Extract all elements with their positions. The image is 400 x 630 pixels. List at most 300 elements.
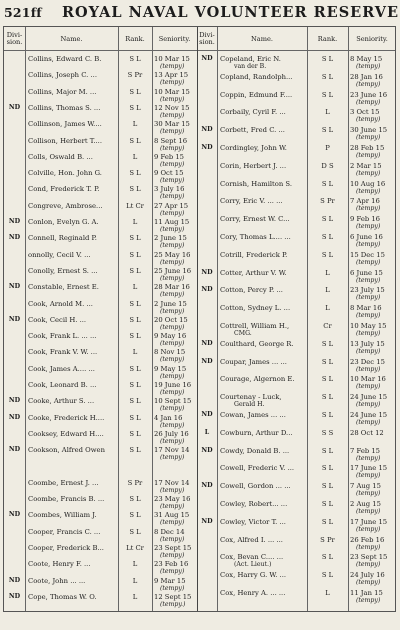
name-cell bbox=[220, 304, 306, 312]
name-cell bbox=[220, 233, 306, 241]
seniority-note: (tempy) bbox=[160, 177, 185, 185]
seniority-note: (tempy) bbox=[356, 134, 381, 142]
seniority-date: 23 Sept 15 bbox=[154, 544, 192, 552]
seniority-note: (tempy) bbox=[356, 294, 381, 302]
rank-cell: L bbox=[132, 592, 138, 601]
seniority-note: (tempy) bbox=[356, 490, 381, 498]
seniority-note: (tempy) bbox=[356, 169, 381, 177]
seniority-date: 9 May 15 bbox=[154, 364, 187, 373]
seniority-date: 7 Apr 16 bbox=[350, 197, 380, 206]
division-cell: ND bbox=[201, 268, 213, 276]
seniority-note: (tempy) bbox=[356, 312, 381, 320]
seniority-note: (tempy) bbox=[356, 401, 381, 409]
name-text: Copeland, Eric N. bbox=[220, 55, 281, 63]
seniority-date: 17 Nov 14 bbox=[154, 446, 190, 455]
column-header-seniority: Seniority. bbox=[356, 34, 388, 43]
rank-cell: L bbox=[132, 218, 138, 226]
seniority-cell bbox=[350, 162, 396, 177]
seniority-date: 3 July 16 bbox=[154, 185, 185, 194]
name-text: Collinson, James W.... bbox=[28, 120, 102, 129]
seniority-date: 12 Sept 15 bbox=[154, 592, 192, 601]
seniority-date: 3 Oct 15 bbox=[350, 108, 380, 117]
seniority-note: (tempy) bbox=[160, 372, 185, 380]
rank-cell: L bbox=[132, 120, 138, 129]
name-text: Cotton, Sydney L. ... bbox=[220, 304, 291, 313]
seniority-cell bbox=[350, 482, 396, 497]
name-cell bbox=[220, 286, 306, 294]
seniority-note: (tempy) bbox=[356, 597, 381, 604]
page-header bbox=[0, 0, 400, 26]
division-cell: ND bbox=[8, 283, 21, 291]
seniority-date: 26 July 16 bbox=[154, 429, 189, 438]
seniority-date: 17 June 15 bbox=[350, 517, 388, 526]
rank-cell: S L bbox=[321, 553, 334, 562]
name-cell bbox=[220, 411, 306, 419]
seniority-date: 7 Feb 15 bbox=[350, 446, 381, 455]
page-title: ROYAL NAVAL VOLUNTEER RESERVE bbox=[62, 4, 400, 21]
rank-cell: S L bbox=[321, 393, 334, 402]
seniority-cell bbox=[350, 536, 396, 551]
rank-cell: S Pr bbox=[127, 478, 143, 487]
name-text: Cooper, Francis C. ... bbox=[28, 527, 101, 536]
name-text: Conolly, Ernest S. ... bbox=[28, 266, 98, 275]
rank-cell: S L bbox=[129, 332, 141, 341]
seniority-cell bbox=[350, 340, 396, 355]
name-text: Cowburn, Arthur D... bbox=[220, 428, 293, 437]
seniority-date: 8 May 15 bbox=[350, 55, 383, 63]
rank-cell: S L bbox=[321, 500, 334, 508]
seniority-date: 10 Mar 15 bbox=[154, 87, 190, 96]
name-cell bbox=[220, 589, 306, 597]
name-cell bbox=[220, 144, 306, 152]
division-cell: ND bbox=[201, 126, 213, 134]
name-text: Cowell, Gordon ... ... bbox=[220, 482, 291, 491]
seniority-note: (tempy) bbox=[356, 98, 381, 106]
name-text: Coombes, William J. bbox=[28, 511, 97, 520]
seniority-note: (tempy) bbox=[356, 525, 381, 533]
rank-cell: L bbox=[325, 304, 330, 313]
seniority-note: (tempy) bbox=[160, 519, 185, 527]
name-text: Coote, Henry F. ... bbox=[28, 560, 91, 569]
name-continuation: (Act. Lieut.) bbox=[234, 561, 272, 569]
rank-cell: S L bbox=[129, 266, 141, 275]
name-text: Cowdy, Donald B. ... bbox=[220, 446, 290, 455]
seniority-cell bbox=[350, 180, 396, 195]
seniority-date: 6 June 16 bbox=[350, 233, 383, 241]
seniority-date: 28 Oct 12 bbox=[350, 428, 384, 437]
seniority-date: 9 Oct 15 bbox=[154, 169, 184, 178]
seniority-note: (tempy) bbox=[160, 274, 185, 282]
seniority-date: 10 Mar 16 bbox=[350, 375, 386, 384]
rank-cell: L bbox=[132, 576, 138, 585]
division-cell: ND bbox=[201, 517, 213, 525]
division-cell: ND bbox=[8, 397, 21, 405]
name-cell bbox=[220, 251, 306, 259]
rank-cell: S L bbox=[321, 375, 334, 384]
column-header-division bbox=[197, 28, 217, 50]
seniority-note: (tempy) bbox=[356, 347, 381, 355]
rank-cell: L bbox=[325, 286, 330, 295]
seniority-note: (tempy) bbox=[356, 152, 381, 159]
seniority-date: 11 Jan 15 bbox=[350, 589, 383, 597]
seniority-note: (tempy) bbox=[160, 437, 185, 445]
rank-cell: S L bbox=[321, 482, 334, 491]
name-continuation: Gerald H. bbox=[234, 401, 265, 409]
seniority-date: 2 Aug 15 bbox=[350, 500, 381, 508]
division-cell: ND bbox=[8, 446, 21, 454]
seniority-note: (tempy) bbox=[160, 95, 185, 103]
name-text: Cook, Arnold M. ... bbox=[28, 299, 93, 308]
rank-cell: S Pr bbox=[320, 535, 335, 544]
seniority-date: 24 July 16 bbox=[350, 571, 385, 580]
division-cell: ND bbox=[8, 234, 21, 242]
seniority-note: (tempy.) bbox=[160, 600, 186, 608]
seniority-note: (tempy) bbox=[356, 543, 381, 551]
rank-cell: S L bbox=[129, 234, 141, 243]
name-text: Coote, John ... ... bbox=[28, 576, 86, 585]
name-text: Cowan, James ... ... bbox=[220, 411, 286, 419]
header-rule bbox=[4, 50, 395, 51]
seniority-note: (tempy) bbox=[356, 187, 381, 195]
seniority-note: (tempy) bbox=[160, 209, 185, 217]
name-cell bbox=[220, 447, 306, 455]
rank-cell: S L bbox=[129, 527, 141, 536]
officer-list-table bbox=[3, 26, 396, 612]
seniority-cell bbox=[350, 73, 396, 88]
name-text: Cooke, Frederick H.... bbox=[28, 413, 105, 422]
rank-cell: S L bbox=[129, 381, 141, 389]
name-cell bbox=[220, 340, 306, 348]
name-text: Conlon, Evelyn G. A. bbox=[28, 218, 99, 226]
rank-cell: L bbox=[325, 268, 330, 277]
division-cell: ND bbox=[201, 446, 213, 454]
seniority-date: 10 May 15 bbox=[350, 322, 387, 330]
name-text: Coppin, Edmund F.... bbox=[220, 90, 293, 99]
division-cell: ND bbox=[8, 592, 21, 600]
seniority-cell bbox=[350, 375, 396, 390]
seniority-date: 24 June 15 bbox=[350, 393, 388, 402]
division-cell: ND bbox=[201, 144, 213, 151]
seniority-date: 23 June 16 bbox=[350, 90, 388, 99]
name-text: Corbaily, Cyril F. ... bbox=[220, 108, 286, 117]
division-cell: ND bbox=[8, 103, 21, 111]
seniority-date: 11 Aug 15 bbox=[154, 218, 190, 226]
seniority-cell bbox=[350, 464, 396, 479]
name-text: Cotrill, Frederick P. bbox=[220, 250, 288, 259]
name-cell bbox=[220, 55, 306, 70]
rank-cell: S L bbox=[129, 364, 141, 373]
name-text: Corry, Eric V. ... ... bbox=[220, 197, 283, 206]
seniority-date: 23 Dec 15 bbox=[350, 357, 385, 366]
rank-cell: S L bbox=[321, 339, 334, 348]
rank-cell: Lt Cr bbox=[126, 201, 144, 210]
seniority-date: 8 Sept 16 bbox=[154, 136, 188, 145]
seniority-cell bbox=[350, 144, 396, 159]
name-text: Connell, Reginald P. bbox=[28, 234, 97, 243]
name-cell bbox=[220, 73, 306, 81]
seniority-cell bbox=[350, 251, 396, 266]
rank-cell: L bbox=[325, 589, 330, 597]
name-continuation: CMG. bbox=[234, 330, 252, 337]
seniority-date: 17 Nov 14 bbox=[154, 478, 190, 487]
seniority-date: 23 May 16 bbox=[154, 495, 191, 504]
seniority-note: (tempy) bbox=[160, 323, 185, 331]
name-text: onnolly, Cecil V. ... bbox=[28, 250, 91, 259]
rank-cell: S L bbox=[321, 464, 334, 473]
rank-cell: S L bbox=[129, 397, 141, 406]
seniority-cell bbox=[350, 55, 396, 70]
seniority-note: (tempy) bbox=[160, 356, 185, 364]
name-cell bbox=[220, 536, 306, 544]
seniority-note: (tempy) bbox=[160, 584, 185, 592]
seniority-date: 30 Mar 15 bbox=[154, 120, 190, 129]
division-cell: ND bbox=[8, 576, 21, 584]
name-text: Cowley, Robert... ... bbox=[220, 500, 288, 508]
column-header-name: Name. bbox=[251, 34, 273, 43]
seniority-note: (tempy) bbox=[160, 503, 185, 511]
seniority-note: (tempy) bbox=[160, 421, 185, 429]
seniority-date: 23 July 15 bbox=[350, 286, 385, 295]
seniority-date: 10 Sept 15 bbox=[154, 397, 192, 406]
rank-cell: S L bbox=[129, 511, 141, 520]
seniority-note: (tempy) bbox=[356, 365, 381, 373]
name-continuation: van der B. bbox=[234, 63, 267, 70]
name-text: Cook, Cecil H. ... bbox=[28, 315, 87, 324]
seniority-cell bbox=[350, 286, 396, 301]
division-cell: L bbox=[204, 428, 210, 436]
rank-cell: S L bbox=[129, 250, 141, 259]
name-text: Colls, Oswald B. ... bbox=[28, 152, 93, 161]
seniority-cell bbox=[350, 447, 396, 462]
rank-cell: S L bbox=[321, 215, 334, 224]
name-text: Collins, Major M. ... bbox=[28, 87, 97, 96]
name-text: Cook, Frank L. ... ... bbox=[28, 332, 97, 341]
seniority-note: (tempy) bbox=[160, 340, 185, 348]
name-cell bbox=[220, 571, 306, 579]
seniority-note: (tempy) bbox=[356, 80, 381, 88]
division-cell: ND bbox=[8, 218, 21, 225]
column-header-division bbox=[4, 28, 25, 50]
rank-cell: S L bbox=[129, 429, 141, 438]
name-text: Cottrell, William H., bbox=[220, 322, 290, 330]
seniority-note: (tempy) bbox=[356, 561, 381, 569]
division-cell: ND bbox=[201, 55, 213, 62]
seniority-note: (tempy) bbox=[160, 242, 185, 250]
seniority-date: 10 Aug 16 bbox=[350, 179, 386, 188]
table-row bbox=[4, 589, 395, 613]
seniority-cell bbox=[350, 589, 396, 604]
name-cell bbox=[220, 358, 306, 366]
column-header-rank: Rank. bbox=[317, 34, 338, 43]
seniority-date: 10 Mar 15 bbox=[154, 55, 190, 63]
seniority-date: 20 Oct 15 bbox=[154, 315, 188, 324]
seniority-note: (tempy) bbox=[160, 193, 185, 201]
name-cell bbox=[220, 215, 306, 223]
name-text: Cooksey, Edward H.... bbox=[28, 429, 104, 438]
name-text: Cordingley, John W. bbox=[220, 144, 287, 152]
seniority-date: 26 Feb 16 bbox=[350, 535, 385, 544]
division-cell: ND bbox=[201, 357, 213, 365]
seniority-note: (tempy) bbox=[356, 472, 381, 480]
rank-cell: S L bbox=[321, 72, 334, 81]
name-text: Cook, Leonard B. ... bbox=[28, 381, 97, 389]
seniority-note: (tempy) bbox=[356, 579, 381, 587]
seniority-note: (tempy) bbox=[160, 111, 185, 119]
name-text: Corry, Ernest W. C... bbox=[220, 215, 290, 224]
rank-cell: S L bbox=[321, 55, 334, 63]
seniority-note: (tempy) bbox=[160, 568, 185, 576]
name-text: Coupar, James ... ... bbox=[220, 357, 287, 366]
name-cell bbox=[220, 464, 306, 472]
seniority-note: (tempy) bbox=[356, 276, 381, 284]
page-number: 521ff bbox=[4, 5, 42, 20]
name-text: Corbett, Fred C. ... bbox=[220, 126, 285, 135]
seniority-date: 2 June 15 bbox=[154, 299, 187, 308]
seniority-note: (tempy) bbox=[160, 535, 185, 543]
seniority-date: 13 July 15 bbox=[350, 339, 385, 348]
rank-cell: S L bbox=[321, 571, 334, 580]
name-cell bbox=[220, 553, 306, 568]
rank-cell: S L bbox=[129, 495, 141, 504]
rank-cell: S L bbox=[321, 90, 334, 99]
name-cell bbox=[220, 429, 306, 437]
seniority-note: (tempy) bbox=[356, 205, 381, 213]
seniority-date: 12 Nov 15 bbox=[154, 103, 190, 112]
seniority-date: 8 Mar 16 bbox=[350, 304, 382, 313]
seniority-cell bbox=[350, 553, 396, 568]
column-header-seniority: Seniority. bbox=[158, 34, 191, 43]
name-text: Coombe, Ernest J. ... bbox=[28, 478, 99, 487]
seniority-note: (tempy) bbox=[356, 330, 381, 337]
name-text: Cornish, Hamilton S. bbox=[220, 179, 292, 188]
seniority-date: 9 Feb 16 bbox=[350, 215, 381, 224]
seniority-note: (tempy) bbox=[356, 258, 381, 266]
name-cell bbox=[220, 162, 306, 170]
rank-cell: S L bbox=[321, 179, 334, 188]
name-cell bbox=[220, 180, 306, 188]
seniority-cell bbox=[350, 393, 396, 408]
seniority-cell bbox=[350, 571, 396, 586]
name-text: Cox, Harry G. W. ... bbox=[220, 571, 287, 580]
name-text: Congreve, Ambrose... bbox=[28, 201, 103, 210]
name-text: Cory, Thomas L.... ... bbox=[220, 233, 291, 241]
seniority-note: (tempy) bbox=[160, 291, 185, 299]
name-text: Collins, Joseph C. ... bbox=[28, 71, 97, 80]
seniority-date: 6 June 15 bbox=[350, 268, 383, 277]
seniority-note: (tempy) bbox=[160, 63, 185, 70]
rank-cell: L bbox=[132, 152, 138, 161]
seniority-date: 9 Mar 15 bbox=[154, 576, 186, 585]
seniority-date: 7 Aug 15 bbox=[350, 482, 381, 491]
name-text: Courtenay - Luck, bbox=[220, 393, 282, 402]
division-cell: ND bbox=[8, 413, 21, 421]
division-cell: ND bbox=[8, 315, 21, 323]
column-header-text: Divi- sion. bbox=[6, 31, 23, 46]
seniority-date: 9 Feb 15 bbox=[154, 152, 185, 161]
seniority-date: 15 Dec 15 bbox=[350, 250, 385, 259]
seniority-note: (tempy) bbox=[356, 241, 381, 248]
name-text: Cowell, Frederic V. ... bbox=[220, 464, 295, 473]
name-cell bbox=[220, 126, 306, 134]
rank-cell: S Pr bbox=[320, 197, 335, 206]
seniority-cell bbox=[350, 518, 396, 533]
seniority-date: 25 June 16 bbox=[154, 266, 192, 275]
name-cell bbox=[220, 91, 306, 99]
seniority-date: 27 Apr 15 bbox=[154, 201, 189, 210]
seniority-cell bbox=[350, 215, 396, 230]
rank-cell: D S bbox=[321, 161, 334, 170]
seniority-date: 23 Feb 16 bbox=[154, 560, 189, 569]
seniority-cell bbox=[350, 108, 396, 123]
seniority-note: (tempy) bbox=[160, 389, 185, 396]
seniority-cell bbox=[350, 411, 396, 426]
name-text: Cooper, Frederick B... bbox=[28, 544, 104, 552]
name-cell bbox=[220, 482, 306, 490]
seniority-cell bbox=[350, 358, 396, 373]
name-text: Coulthard, George R. bbox=[220, 339, 294, 348]
rank-cell: S S bbox=[321, 428, 334, 437]
seniority-note: (tempy) bbox=[356, 454, 381, 462]
name-text: Cotton, Percy P. ... bbox=[220, 286, 283, 295]
name-text: Cooke, Arthur S. ... bbox=[28, 397, 95, 406]
rank-cell: Cr bbox=[323, 322, 332, 330]
division-cell: ND bbox=[201, 482, 213, 490]
name-text: Collins, Edward C. B. bbox=[28, 55, 102, 63]
seniority-date: 8 Dec 14 bbox=[154, 527, 185, 536]
seniority-date: 19 June 16 bbox=[154, 381, 192, 389]
division-cell: ND bbox=[201, 339, 213, 347]
column-header-text: Divi- sion. bbox=[199, 31, 215, 46]
rank-cell: S L bbox=[321, 517, 334, 526]
seniority-note: (tempy) bbox=[160, 128, 185, 136]
seniority-cell bbox=[350, 126, 396, 141]
seniority-cell bbox=[350, 304, 396, 319]
seniority-note: (tempy) bbox=[356, 63, 381, 70]
name-text: Cotter, Arthur V. W. bbox=[220, 268, 287, 277]
rank-cell: S L bbox=[129, 136, 141, 145]
name-text: Collins, Thomas S. ... bbox=[28, 103, 101, 112]
seniority-cell bbox=[350, 269, 396, 284]
rank-cell: S L bbox=[129, 299, 141, 308]
name-cell bbox=[220, 197, 306, 205]
name-cell bbox=[220, 322, 306, 337]
division-cell: ND bbox=[201, 411, 213, 418]
column-header-name: Name. bbox=[60, 34, 83, 43]
name-cell bbox=[220, 108, 306, 116]
seniority-note: (tempy) bbox=[160, 79, 185, 87]
name-text: Constable, Ernest E. bbox=[28, 283, 99, 292]
seniority-note: (tempy) bbox=[356, 508, 381, 515]
rank-cell: S L bbox=[321, 250, 334, 259]
seniority-note: (tempy) bbox=[160, 160, 185, 168]
rank-cell: L bbox=[132, 348, 138, 357]
seniority-date: 28 Feb 15 bbox=[350, 144, 385, 152]
seniority-date: 2 June 15 bbox=[154, 234, 187, 243]
name-cell bbox=[220, 269, 306, 277]
seniority-cell bbox=[350, 233, 396, 248]
seniority-date: 31 Aug 15 bbox=[154, 511, 190, 520]
seniority-cell bbox=[350, 500, 396, 515]
seniority-note: (tempy) bbox=[160, 486, 185, 494]
seniority-date: 25 May 16 bbox=[154, 250, 191, 259]
rank-cell: S L bbox=[129, 103, 141, 112]
name-cell bbox=[220, 375, 306, 383]
rank-cell: S L bbox=[321, 357, 334, 366]
name-text: Colville, Hon. John G. bbox=[28, 169, 102, 178]
seniority-date: 28 Mar 16 bbox=[154, 283, 190, 292]
name-text: Copland, Randolph... bbox=[220, 72, 293, 81]
rank-cell: S L bbox=[321, 233, 334, 241]
